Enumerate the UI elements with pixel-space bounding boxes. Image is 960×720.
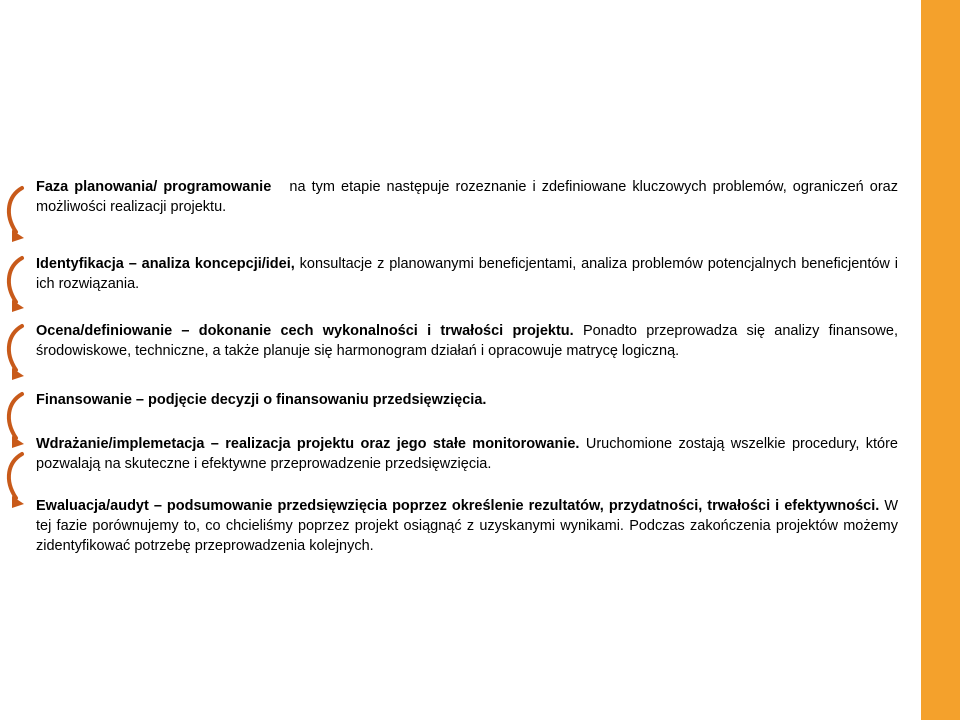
phase-description: Ponadto przeprowadza się analizy finansowe, środowiskowe, techniczne, a także planuje się harmonogram działań i opracowuje matrycę logiczną. xyxy=(36,323,898,359)
phase-audit xyxy=(36,496,898,556)
phase-title: Finansowanie – podjęcie decyzji o finansowaniu przedsięwzięcia. xyxy=(36,392,487,408)
cycle-arrows-icon xyxy=(0,0,40,720)
right-accent-bar xyxy=(921,0,960,720)
phase-title: Ocena/definiowanie – dokonanie cech wykonalności i trwałości projektu. xyxy=(36,323,574,339)
phase-identification xyxy=(36,254,898,294)
phase-title: Ewaluacja/audyt – podsumowanie przedsięwzięcia poprzez określenie rezultatów, przydatności, trwałości i efektywności. xyxy=(36,498,880,514)
phase-description: Uruchomione zostają wszelkie procedury, które pozwalają na skuteczne i efektywne przeprowadzenie przedsięwzięcia. xyxy=(36,436,898,472)
phase-description: na tym etapie następuje rozeznanie i zdefiniowane kluczowych problemów, ograniczeń oraz możliwości realizacji projektu. xyxy=(36,179,898,215)
phase-evaluation xyxy=(36,321,898,361)
phase-description: W tej fazie porównujemy to, co chcieliśmy poprzez projekt osiągnąć z uzyskanymi wynikami. Podczas zakończenia projektów możemy zidentyfikować potrzebę przeprowadzenia kolejnych. xyxy=(36,498,898,554)
phase-title: Faza planowania/ programowanie xyxy=(36,179,272,195)
phase-implementation xyxy=(36,434,898,474)
phase-title: Identyfikacja – analiza koncepcji/idei, xyxy=(36,256,295,272)
phase-title: Wdrażanie/implemetacja – realizacja projektu oraz jego stałe monitorowanie. xyxy=(36,436,580,452)
phase-financing xyxy=(36,390,898,410)
phase-planning xyxy=(36,177,898,217)
phase-description: konsultacje z planowanymi beneficjentami, analiza problemów potencjalnych beneficjentów i ich rozwiązania. xyxy=(36,256,898,292)
